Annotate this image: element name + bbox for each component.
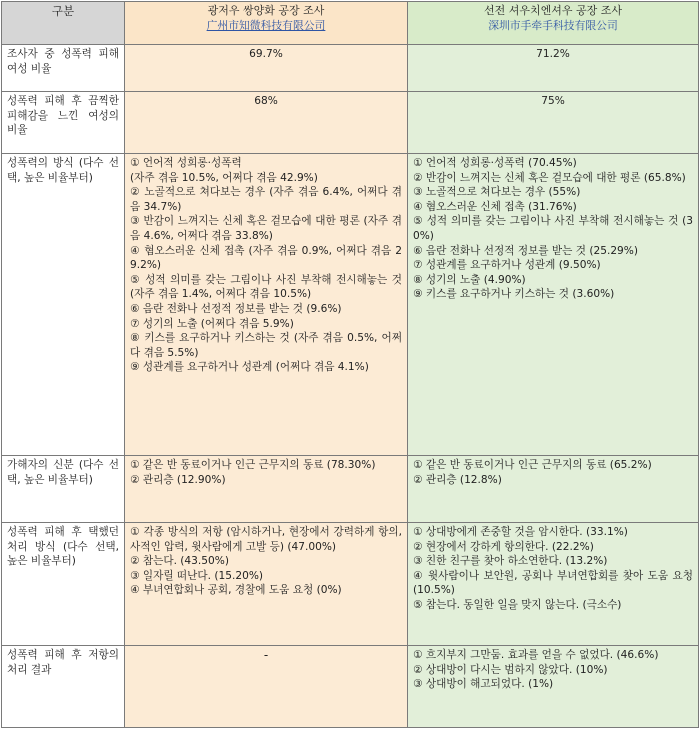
list-item: ⑤ 참는다. 동일한 일을 맞지 않는다. (극소수) xyxy=(413,598,622,611)
result-guangzhou xyxy=(125,646,408,728)
list-item: ② 관리층 (12.90%) xyxy=(130,473,226,486)
list-item: ① 같은 반 동료이거나 인근 근무지의 동료 (78.30%) xyxy=(130,459,376,471)
list-item: ② 노골적으로 쳐다보는 경우 (자주 겪음 6.4%, 어쩌다 겪음 34.7%) xyxy=(130,186,402,213)
header-shenzhen-company: 深圳市手牵手科技有限公司 xyxy=(488,18,618,32)
list-item: ① 언어적 성희롱·성폭력 xyxy=(130,157,242,169)
list-item: ④ 부녀연합회나 공회, 경찰에 도움 요청 (0%) xyxy=(130,584,342,597)
list-item: ⑨ 키스를 요구하거나 키스하는 것 (3.60%) xyxy=(413,288,615,301)
list-item: ⑤ 성적 의미를 갖는 그림이나 사진 부착해 전시해놓는 것 (30%) xyxy=(413,215,693,242)
response-guangzhou xyxy=(125,523,408,646)
list-item: ② 참는다. (43.50%) xyxy=(130,555,229,568)
list-item: ⑧ 성기의 노출 (4.90%) xyxy=(413,273,526,286)
empty-value-dash: - xyxy=(263,648,269,662)
list-item: ④ 혐오스러운 신체 접촉 (31.76%) xyxy=(413,200,577,213)
victim-rate-shenzhen: 71.2% xyxy=(408,45,699,92)
list-item: ③ 일자릴 떠난다. (15.20%) xyxy=(130,569,264,582)
row-response xyxy=(2,523,699,646)
list-item: ② 관리층 (12.8%) xyxy=(413,473,502,486)
methods-shenzhen xyxy=(408,154,699,456)
survey-comparison-table xyxy=(1,1,699,728)
list-item: ② 현장에서 강하게 항의한다. (22.2%) xyxy=(413,540,594,553)
list-item: (자주 겪음 10.5%, 어쩌다 겪음 42.9%) xyxy=(130,171,318,184)
list-item: ② 상대방이 다시는 범하지 않았다. (10%) xyxy=(413,663,608,676)
header-shenzhen-title: 선전 셔우치엔셔우 공장 조사 xyxy=(483,4,622,17)
row-victim-rate xyxy=(2,45,699,92)
row-shame-rate xyxy=(2,92,699,154)
list-item: ⑦ 성기의 노출 (어쩌다 겪음 5.9%) xyxy=(130,317,294,330)
row-label-shame-rate: 성폭력 피해 후 끔찍한 피해감을 느낀 여성의 비율 xyxy=(2,92,125,154)
row-perpetrator xyxy=(2,456,699,523)
list-item: ⑦ 성관계를 요구하거나 성관계 (9.50%) xyxy=(413,259,601,272)
list-item: ⑥ 음란 전화나 선정적 정보를 받는 것 (25.29%) xyxy=(413,244,638,257)
methods-guangzhou xyxy=(125,154,408,456)
list-item: ⑤ 성적 의미를 갖는 그림이나 사진 부착해 전시해놓는 것 (자주 겪음 1.4%, 어쩌다 겪음 10.5%) xyxy=(130,273,402,301)
list-item: ④ 윗사람이나 보안원, 공회나 부녀연합회를 찾아 도움 요청 (10.5%) xyxy=(413,569,693,597)
list-item: ③ 반감이 느껴지는 신체 혹은 겉모습에 대한 평론 (자주 겪음 4.6%, 어쩌다 겪음 33.8%) xyxy=(130,215,402,242)
perpetrator-shenzhen xyxy=(408,456,699,523)
header-row xyxy=(2,2,699,45)
header-guangzhou-title: 광저우 쌍양화 공장 조사 xyxy=(207,4,325,17)
shame-rate-guangzhou: 68% xyxy=(125,92,408,154)
list-item: ⑥ 음란 전화나 선정적 정보를 받는 것 (9.6%) xyxy=(130,302,342,315)
row-result xyxy=(2,646,699,728)
row-label-result: 성폭력 피해 후 저항의 처리 결과 xyxy=(2,646,125,728)
shame-rate-shenzhen: 75% xyxy=(408,92,699,154)
row-label-response: 성폭력 피해 후 택했던 처리 방식 (다수 선택, 높은 비율부터) xyxy=(2,523,125,646)
row-label-victim-rate: 조사자 중 성폭력 피해 여성 비율 xyxy=(2,45,125,92)
result-shenzhen xyxy=(408,646,699,728)
list-item: ③ 노골적으로 쳐다보는 경우 (55%) xyxy=(413,186,581,199)
list-item: ① 언어적 성희롱·성폭력 (70.45%) xyxy=(413,157,577,169)
list-item: ③ 친한 친구를 찾아 하소연한다. (13.2%) xyxy=(413,555,608,568)
list-item: ② 반감이 느껴지는 신체 혹은 겉모습에 대한 평론 (65.8%) xyxy=(413,171,686,184)
list-item: ⑧ 키스를 요구하거나 키스하는 것 (자주 겪음 0.5%, 어쩌다 겪음 5.5%) xyxy=(130,332,402,359)
list-item: ③ 상대방이 해고되었다. (1%) xyxy=(413,678,554,691)
header-guangzhou-company: 广州市知微科技有限公司 xyxy=(206,18,326,32)
list-item: ④ 혐오스러운 신체 접촉 (자주 겪음 0.9%, 어쩌다 겪음 29.2%) xyxy=(130,244,402,272)
header-guangzhou-survey xyxy=(125,2,408,45)
victim-rate-guangzhou: 69.7% xyxy=(125,45,408,92)
list-item: ⑨ 성관계를 요구하거나 성관계 (어쩌다 겪음 4.1%) xyxy=(130,361,369,374)
header-label: 구분 xyxy=(2,2,125,45)
list-item: ① 같은 반 동료이거나 인근 근무지의 동료 (65.2%) xyxy=(413,459,652,471)
header-shenzhen-survey xyxy=(408,2,699,45)
row-label-methods: 성폭력의 방식 (다수 선택, 높은 비율부터) xyxy=(2,154,125,456)
row-methods xyxy=(2,154,699,456)
list-item: ① 상대방에게 존중할 것을 암시한다. (33.1%) xyxy=(413,526,628,538)
response-shenzhen xyxy=(408,523,699,646)
perpetrator-guangzhou xyxy=(125,456,408,523)
list-item: ① 흐지부지 그만둠. 효과를 얻을 수 없었다. (46.6%) xyxy=(413,649,659,661)
list-item: ① 각종 방식의 저항 (암시하거나, 현장에서 강력하게 항의, 사적인 압력, 윗사람에게 고발 등) (47.00%) xyxy=(130,526,402,553)
row-label-perpetrator: 가해자의 신분 (다수 선택, 높은 비율부터) xyxy=(2,456,125,523)
